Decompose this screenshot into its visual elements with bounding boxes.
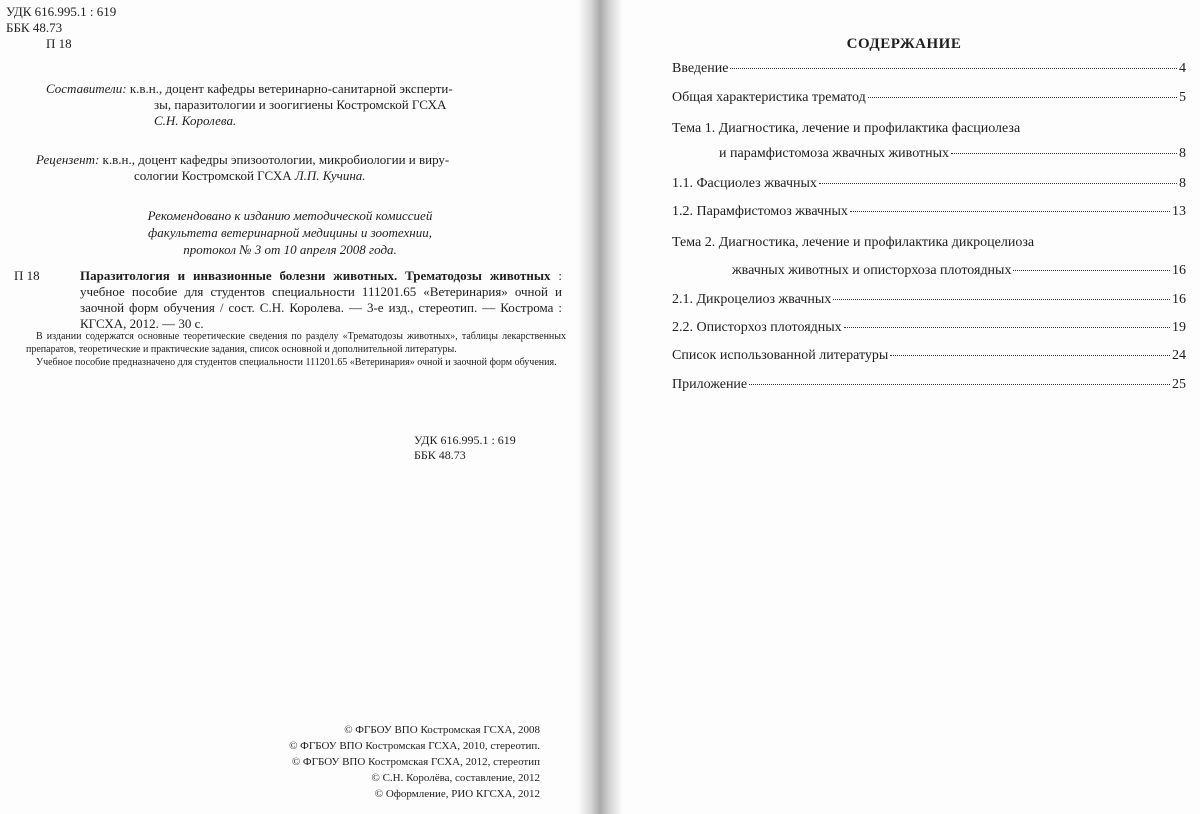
toc-entry-text: Общая характеристика трематод — [672, 90, 866, 105]
compilers-line2: зы, паразитологии и зоогигиены Костромской ГСХА — [154, 97, 447, 112]
toc-entry-text: и парамфистомоза жвачных животных — [719, 146, 950, 161]
biblio-details: : учебное пособие для студентов специальности 111201.65 «Ветеринария» очной и заочной форм обучения / сост. С.Н. Королева. — 3-е изд., стереотип. — Кострома : КГСХА, 2012. — 30 с. — [80, 268, 563, 331]
toc-entry-text: Введение — [672, 61, 729, 76]
toc-entry-appendix[interactable] — [672, 376, 1186, 394]
bbk-code: ББК 48.73 — [6, 20, 63, 35]
toc-page-number: 24 — [1172, 348, 1186, 363]
toc-entry-topic1[interactable] — [719, 145, 1186, 163]
udk-code-bottom: УДК 616.995.1 : 619 — [414, 433, 516, 447]
book-gutter — [578, 0, 622, 814]
reviewer-line2: сологии Костромской ГСХА — [134, 168, 292, 183]
toc-entry-text: 1.2. Парамфистомоз жвачных — [672, 204, 848, 219]
bibliographic-entry — [80, 268, 562, 332]
toc-page-number: 8 — [1179, 146, 1186, 161]
bbk-code-bottom: ББК 48.73 — [414, 448, 466, 462]
toc-leader — [730, 68, 1177, 69]
copyright-line: © ФГБОУ ВПО Костромская ГСХА, 2012, стереотип — [291, 756, 540, 768]
toc-leader — [890, 355, 1170, 356]
toc-leader — [868, 97, 1177, 98]
annotation-block — [26, 330, 566, 369]
toc-page-number: 19 — [1172, 320, 1186, 335]
reviewer-line1: к.в.н., доцент кафедры эпизоотологии, микробиологии и виру- — [102, 152, 450, 167]
reviewer-label: Рецензент: — [36, 152, 100, 167]
toc-leader — [951, 153, 1177, 154]
toc-leader — [1013, 270, 1170, 271]
toc-leader — [819, 183, 1177, 184]
annotation-p1: В издании содержатся основные теоретические сведения по разделу «Трематодозы животных», таблицы лекарственных препаратов, теоретические и практические задания, список основной и дополнительной литературы. — [26, 331, 566, 355]
classification-codes-bottom — [414, 433, 516, 463]
toc-leader — [844, 327, 1170, 328]
compilers-line1: к.в.н., доцент кафедры ветеринарно-санитарной эксперти- — [129, 81, 453, 96]
toc-entry-text: Приложение — [672, 377, 748, 392]
compilers-name: С.Н. Королева. — [154, 113, 237, 128]
biblio-title: Паразитология и инвазионные болезни животных. Трематодозы животных — [80, 268, 551, 283]
toc-page-number: 8 — [1179, 176, 1186, 191]
toc-entry-1-1[interactable] — [672, 175, 1186, 193]
copyright-line: © ФГБОУ ВПО Костромская ГСХА, 2008 — [344, 724, 540, 736]
toc-entry-intro[interactable] — [672, 60, 1186, 78]
toc-leader — [749, 384, 1170, 385]
recommendation-line1: Рекомендовано к изданию методической комиссией — [147, 208, 433, 223]
reviewer-name: Л.П. Кучина. — [294, 168, 366, 183]
toc-entry-text: 2.2. Описторхоз плотоядных — [672, 320, 842, 335]
toc-page-number: 4 — [1179, 61, 1186, 76]
toc-page-number: 16 — [1172, 292, 1186, 307]
toc-page-number: 5 — [1179, 90, 1186, 105]
udk-code: УДК 616.995.1 : 619 — [6, 4, 117, 19]
toc-leader — [833, 299, 1170, 300]
annotation-p2: Учебное пособие предназначено для студентов специальности 111201.65 «Ветеринария» очной и заочной форм обучения. — [36, 357, 557, 368]
toc-entry-text: 2.1. Дикроцелиоз жвачных — [672, 292, 832, 307]
toc-entry-topic2[interactable] — [732, 262, 1186, 280]
copyright-block — [220, 722, 540, 802]
copyright-line: © С.Н. Королёва, составление, 2012 — [371, 772, 540, 784]
toc-title: СОДЕРЖАНИЕ — [846, 36, 962, 52]
recommendation-block — [100, 207, 480, 258]
recommendation-line3: протокол № 3 от 10 апреля 2008 года. — [183, 242, 397, 257]
toc-entry-2-1[interactable] — [672, 291, 1186, 309]
biblio-sign: П 18 — [14, 268, 40, 283]
copyright-line: © ФГБОУ ВПО Костромская ГСХА, 2010, стереотип. — [289, 740, 540, 752]
toc-entry-text: Список использованной литературы — [672, 348, 889, 363]
author-sign: П 18 — [46, 36, 72, 51]
toc-page-number: 25 — [1172, 377, 1186, 392]
copyright-line: © Оформление, РИО КГСХА, 2012 — [374, 788, 540, 800]
compilers-block — [46, 81, 566, 129]
toc-page-number: 16 — [1172, 263, 1186, 278]
toc-entry-general[interactable] — [672, 89, 1186, 107]
table-of-contents — [672, 0, 1186, 814]
toc-topic1-heading: Тема 1. Диагностика, лечение и профилактика фасциолеза — [672, 121, 1021, 136]
reviewer-block — [36, 152, 566, 184]
toc-entry-2-2[interactable] — [672, 319, 1186, 337]
recommendation-line2: факультета ветеринарной медицины и зоотехнии, — [148, 225, 432, 240]
compilers-label: Составители: — [46, 81, 127, 96]
toc-page-number: 13 — [1172, 204, 1186, 219]
toc-entry-literature[interactable] — [672, 347, 1186, 365]
toc-entry-text: жвачных животных и описторхоза плотоядных — [732, 263, 1012, 278]
toc-topic2-heading: Тема 2. Диагностика, лечение и профилактика дикроцелиоза — [672, 235, 1035, 250]
toc-leader — [850, 211, 1170, 212]
toc-entry-text: 1.1. Фасциолез жвачных — [672, 176, 817, 191]
toc-entry-1-2[interactable] — [672, 203, 1186, 221]
classification-codes — [6, 4, 116, 52]
